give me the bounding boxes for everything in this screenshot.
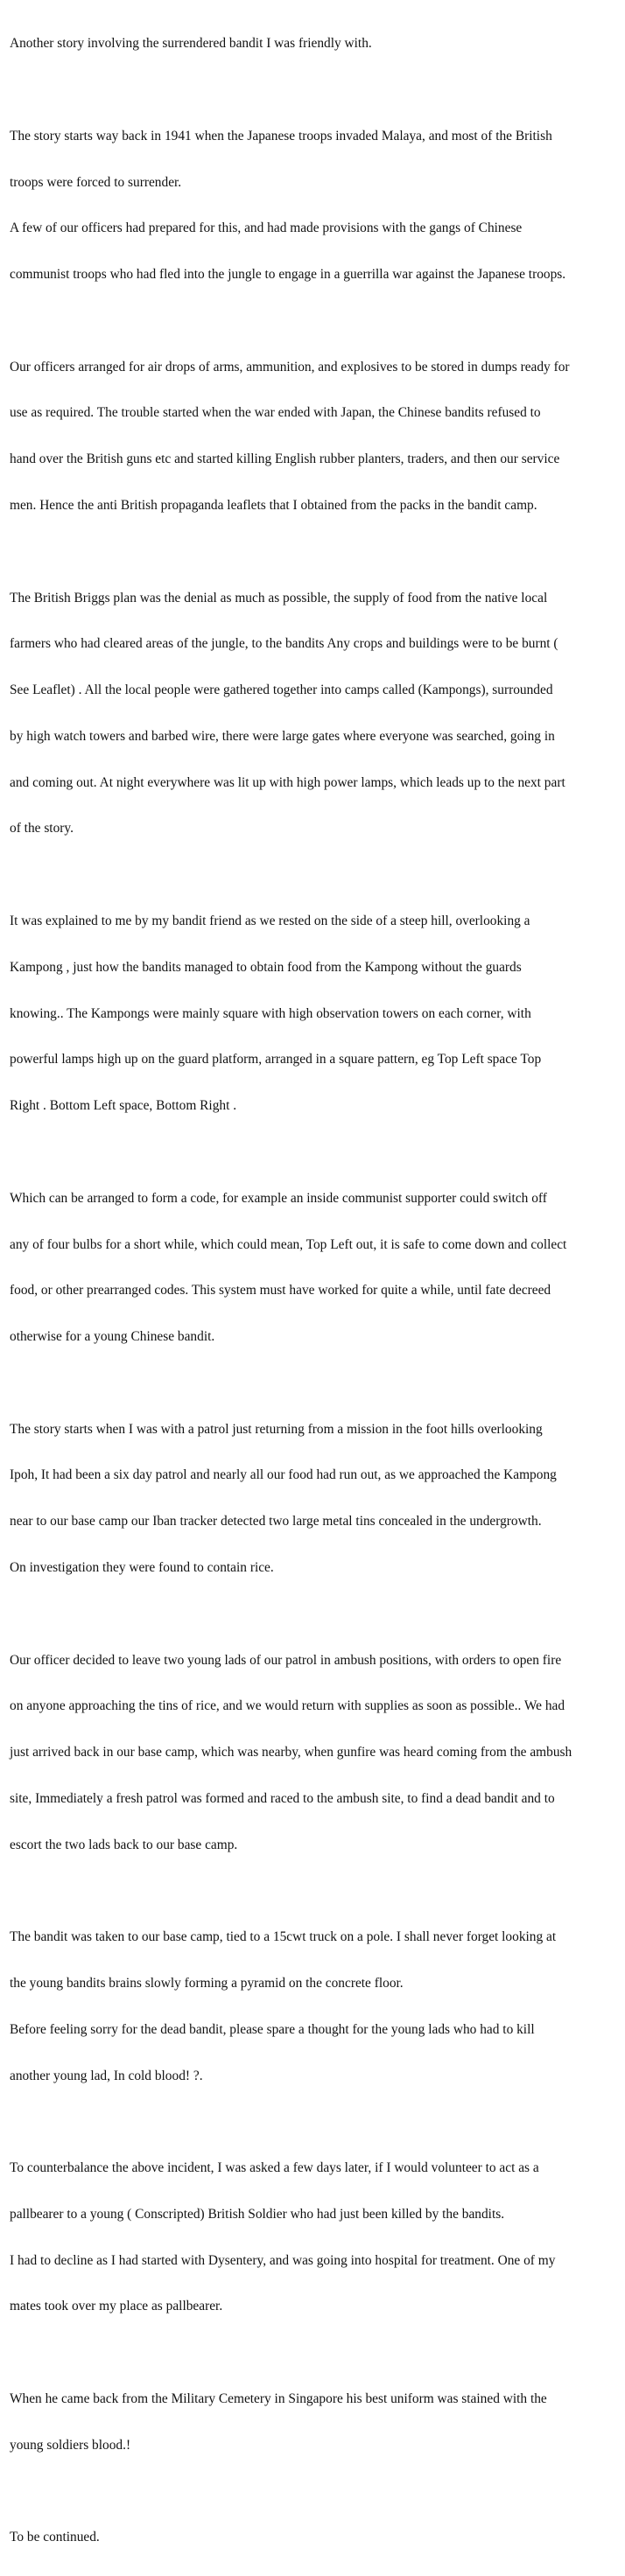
text-line: hand over the British guns etc and started killing English rubber planters, traders, and then our service — [10, 452, 560, 467]
paragraph-air-drops — [10, 328, 621, 543]
paragraph-kampong-explanation — [10, 883, 621, 1144]
text-line: When he came back from the Military Cemetery in Singapore his best uniform was stained with the — [10, 2391, 547, 2407]
text-line: Our officers arranged for air drops of arms, ammunition, and explosives to be stored in dumps ready for — [10, 359, 570, 374]
text-line: another young lad, In cold blood! ?. — [10, 2068, 203, 2083]
paragraph-lamp-code — [10, 1160, 621, 1376]
document-page — [10, 5, 621, 2576]
text-line: by high watch towers and barbed wire, there were large gates where everyone was searched, going in — [10, 728, 555, 744]
text-line: Right . Bottom Left space, Bottom Right . — [10, 1098, 237, 1114]
paragraph-patrol-return — [10, 1390, 621, 1606]
text-line: Ipoh, It had been a six day patrol and nearly all our food had run out, as we approached the Kampong — [10, 1467, 557, 1483]
text-line: use as required. The trouble started when the war ended with Japan, the Chinese bandits refused to — [10, 405, 541, 421]
text-line: It was explained to me by my bandit friend as we rested on the side of a steep hill, overlooking a — [10, 914, 530, 929]
text-line: A few of our officers had prepared for this, and had made provisions with the gangs of Chinese — [10, 220, 523, 236]
text-line: I had to decline as I had started with Dysentery, and was going into hospital for treatment. One of my — [10, 2252, 556, 2268]
text-line: just arrived back in our base camp, which was nearby, when gunfire was heard coming from the ambush — [10, 1745, 572, 1760]
text-line: any of four bulbs for a short while, which could mean, Top Left out, it is safe to come down and collect — [10, 1236, 567, 1252]
text-line: See Leaflet) . All the local people were gathered together into camps called (Kampongs), surrounded — [10, 682, 553, 698]
text-line: mates took over my place as pallbearer. — [10, 2299, 223, 2314]
text-line: near to our base camp our Iban tracker detected two large metal tins concealed in the undergrowth. — [10, 1514, 542, 1530]
text-line: powerful lamps high up on the guard platform, arranged in a square pattern, eg Top Left space Top — [10, 1052, 542, 1068]
text-line: Our officer decided to leave two young lads of our patrol in ambush positions, with orders to open fire — [10, 1652, 562, 1668]
paragraph-cemetery — [10, 2361, 621, 2484]
text-line: Kampong , just how the bandits managed to obtain food from the Kampong without the guards — [10, 959, 522, 975]
text-line: The story starts way back in 1941 when the Japanese troops invaded Malaya, and most of the British — [10, 128, 552, 144]
text-line: To be continued. — [10, 2530, 100, 2545]
paragraph-intro — [10, 5, 621, 82]
text-line: troops were forced to surrender. — [10, 174, 182, 190]
text-line: On investigation they were found to contain rice. — [10, 1559, 274, 1575]
text-line: knowing.. The Kampongs were mainly square with high observation towers on each corner, with — [10, 1005, 531, 1021]
text-line: Before feeling sorry for the dead bandit, please spare a thought for the young lads who had to kill — [10, 2021, 535, 2037]
text-line: communist troops who had fled into the jungle to engage in a guerrilla war against the Japanese troops. — [10, 267, 566, 283]
text-line: escort the two lads back to our base camp. — [10, 1837, 238, 1852]
text-line: site, Immediately a fresh patrol was formed and raced to the ambush site, to find a dead bandit and to — [10, 1790, 555, 1806]
paragraph-base-camp — [10, 1899, 621, 2114]
text-line: farmers who had cleared areas of the jungle, to the bandits Any crops and buildings were to be burnt ( — [10, 636, 558, 652]
text-line: To counterbalance the above incident, I was asked a few days later, if I would volunteer to act as a — [10, 2160, 539, 2176]
text-line: men. Hence the anti British propaganda leaflets that I obtained from the packs in the bandit camp. — [10, 498, 537, 513]
paragraph-briggs-plan — [10, 559, 621, 867]
text-line: The bandit was taken to our base camp, tied to a 15cwt truck on a pole. I shall never forget looking at — [10, 1929, 557, 1945]
text-line: The story starts when I was with a patrol just returning from a mission in the foot hills overlooking — [10, 1421, 543, 1437]
text-line: on anyone approaching the tins of rice, and we would return with supplies as soon as possible.. We had — [10, 1698, 565, 1714]
text-line: otherwise for a young Chinese bandit. — [10, 1329, 215, 1345]
text-line: Which can be arranged to form a code, for example an inside communist supporter could switch off — [10, 1190, 547, 1206]
paragraph-ambush — [10, 1621, 621, 1883]
paragraph-to-be-continued — [10, 2499, 621, 2576]
paragraph-1941-invasion — [10, 98, 621, 313]
text-line: food, or other prearranged codes. This system must have worked for quite a while, until fate decreed — [10, 1283, 551, 1298]
text-line: pallbearer to a young ( Conscripted) British Soldier who had just been killed by the bandits. — [10, 2206, 505, 2222]
text-line: the young bandits brains slowly forming a pyramid on the concrete floor. — [10, 1976, 404, 1991]
text-line: The British Briggs plan was the denial as much as possible, the supply of food from the native local — [10, 590, 548, 606]
text-line: of the story. — [10, 821, 74, 836]
text-line: Another story involving the surrendered bandit I was friendly with. — [10, 36, 372, 52]
paragraph-pallbearer — [10, 2130, 621, 2345]
text-line: young soldiers blood.! — [10, 2437, 131, 2453]
text-line: and coming out. At night everywhere was lit up with high power lamps, which leads up to the next part — [10, 774, 565, 790]
